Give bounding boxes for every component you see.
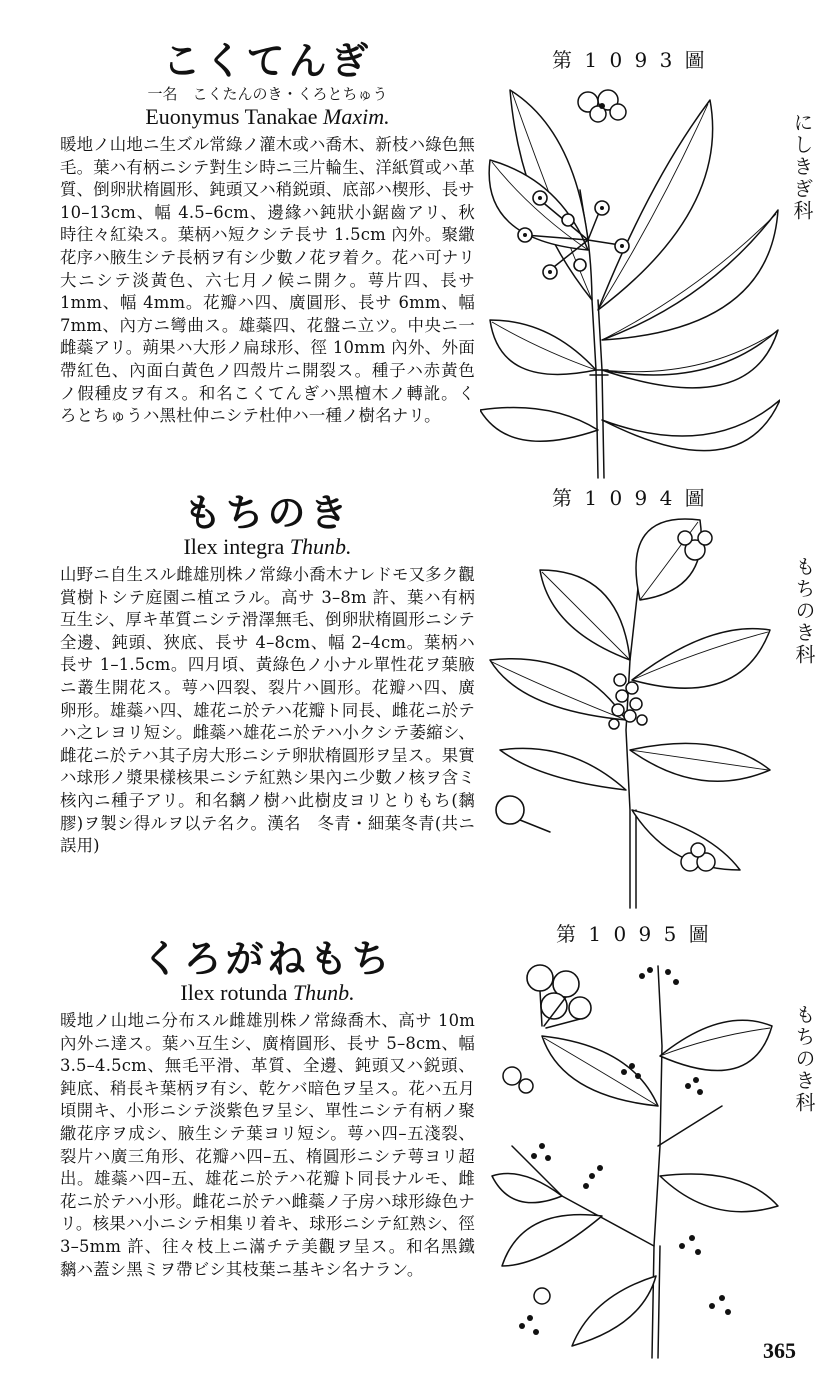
scientific-author: Thunb. [289,534,352,559]
figure-label-1094: 第 1 0 9 4 圖 [552,486,708,510]
botanical-illustration-ilex-integra [480,510,780,910]
entry-title: こくてんぎ [162,38,373,83]
entry-mochinoki [60,492,475,858]
botanical-illustration-ilex-rotunda [482,946,782,1360]
entry-title: くろがねもち [141,936,394,981]
scientific-genus: Euonymus Tanakae [145,104,318,129]
scientific-genus: Ilex integra [183,534,285,559]
family-label: にしきぎ科 [790,112,814,222]
scientific-author: Thunb. [292,980,355,1005]
figure-label-1093: 第 1 0 9 3 圖 [552,48,708,72]
page-number: 365 [763,1338,796,1363]
flower-detail [578,90,626,122]
entry-description: 暖地ノ山地ニ分布スル雌雄別株ノ常綠喬木、高サ 10m 內外ニ達ス。葉ハ互生シ、廣楕圓形、長サ 5–8cm、幅 3.5–4.5cm、無毛平滑、革質、全邊、鈍頭又ハ鋭頭、鈍底、稍長キ葉柄ヲ有シ、乾ケバ暗色ヲ呈ス。花ハ五月頃開キ、小形ニシテ淡紫色ヲ呈シ、單性ニシテ有柄ノ聚繖花序ヲ成シ、腋生シテ葉ヨリ短シ。萼ハ四–五淺裂、裂片ハ廣三角形、花瓣ハ四–五、楕圓形ニシテ萼ヨリ超出。雄蘂ハ四–五、雄花ニ於テハ花瓣ト同長ナルモ、雌花ニ於テハ小形。雌花ニ於テハ雌蘂ノ子房ハ球形綠色ナリ。核果ハ小ニシテ相集リ着キ、球形ニシテ紅熟シ、徑 3–5mm 許、往々枝上ニ滿チテ美觀ヲ呈ス。和名黑鐵黐ハ蓋シ黑ミヲ帶ビシ其枝葉ニ基キシ名ナラン。 [60,1011,475,1279]
berry-cluster [527,965,591,1028]
entry-description: 山野ニ自生スル雌雄別株ノ常綠小喬木ナレドモ又多ク觀賞樹トシテ庭園ニ植ヱラル。高サ 3–8m 許、葉ハ有柄互生シ、厚キ革質ニシテ滑澤無毛、倒卵狀楕圓形ニシテ全邊、鈍頭、狹底、長サ 4–8cm、幅 2–4cm。葉柄ハ長サ 1–1.5cm。四月頃、黃綠色ノ小ナル單性花ヲ葉腋ニ叢生開花ス。萼ハ四裂、裂片ハ圓形。花瓣ハ四、廣卵形。雄蘂ハ四、雄花ニ於テハ花瓣ト同長、雌花ニ於テハ之レヨリ短シ。雌蘂ハ雄花ニ於テハ小クシテ萎縮シ、雌花ニ於テハ其子房大形ニシテ卵狀楕圓形ヲ呈ス。果實ハ球形ノ漿果樣核果ニシテ紅熟シ果內ニ少數ノ核ヲ含ミ核內ニ種子アリ。和名黐ノ樹ハ此樹皮ヨリとりもち(黐膠)ヲ製シ得ルヲ以テ名ク。漢名 冬青・細葉冬青(共ニ誤用) [60,565,475,856]
entry-title: もちのき [183,490,352,535]
scientific-name [60,104,475,130]
entry-alias: 一名 こくたんのき・くろとちゅう [147,85,388,103]
family-label: もちのき科 [792,556,816,666]
entry-kuroganemochi [60,938,475,1281]
botanical-illustration-euonymus [480,70,780,480]
scientific-name [60,980,475,1006]
scientific-genus: Ilex rotunda [180,980,288,1005]
entry-kokutengi [60,40,475,428]
figure-label-1095: 第 1 0 9 5 圖 [556,922,712,946]
entry-description: 暖地ノ山地ニ生ズル常綠ノ灌木或ハ喬木、新枝ハ綠色無毛。葉ハ有柄ニシテ對生シ時ニ三片輪生、洋紙質或ハ革質、倒卵狀楕圓形、鈍頭又ハ稍鋭頭、底部ハ楔形、長サ 10–13cm、幅 4.5–6cm、邊緣ハ鈍狀小鋸齒アリ、秋時往々紅染ス。葉柄ハ短クシテ長サ 1.5cm 內外。聚繖花序ハ腋生シテ長柄ヲ有シ少數ノ花ヲ着ク。花ハ可ナリ大ニシテ淡黃色、六七月ノ候ニ開ク。萼片四、長サ 1mm、幅 4mm。花瓣ハ四、廣圓形、長サ 6mm、幅 7mm、內方ニ彎曲ス。雄蘂四、花盤ニ立ツ。中央ニ一雌蘂アリ。蒴果ハ大形ノ扁球形、徑 10mm 內外、外面帶紅色、內面白黃色ノ四殼片ニ開裂ス。種子ハ赤黃色ノ假種皮ヲ有ス。和名こくてんぎハ黑檀木ノ轉訛。くろとちゅうハ黑杜仲ニシテ杜仲ハ一種ノ樹名ナリ。 [60,135,475,426]
family-label: もちのき科 [792,1004,816,1114]
scientific-author: Maxim. [323,104,390,129]
flower-clusters [519,967,731,1335]
scientific-name [60,534,475,560]
